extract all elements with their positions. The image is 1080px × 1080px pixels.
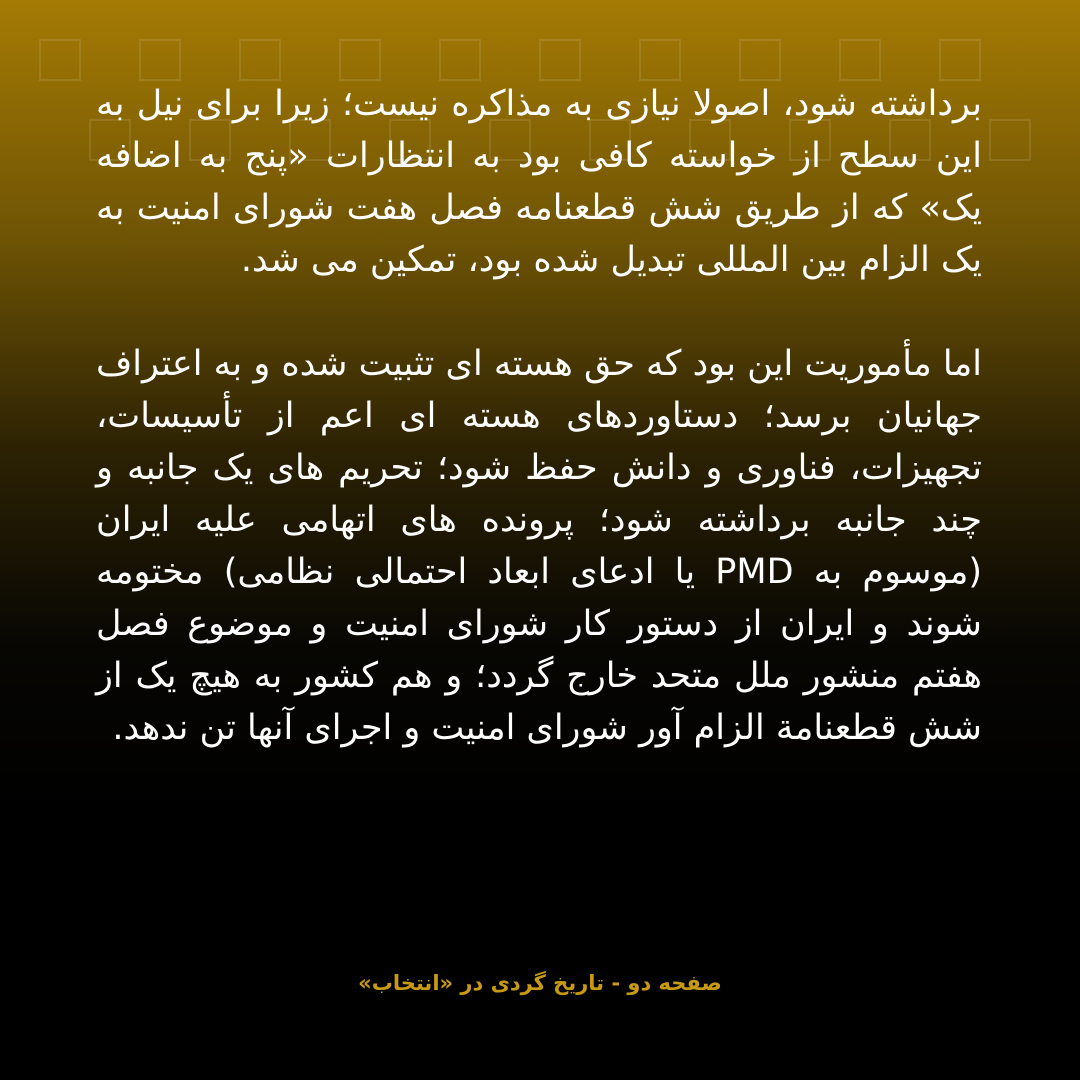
article-body — [96, 78, 982, 754]
page-caption: صفحه دو - تاریخ گردی در «انتخاب» — [358, 971, 722, 995]
article-paragraph-1: برداشته شود، اصولا نیازی به مذاکره نیست؛ زیرا برای نیل به این سطح از خواسته کافی بود به انتظارات «پنج به اضافه یک» که از طریق شش قطعنامه فصل هفت شورای امنیت به یک الزام بین المللی تبدیل شده بود، تمکین می شد. — [96, 84, 982, 280]
article-paragraph-2: اما مأموریت این بود که حق هسته ای تثبیت شده و به اعتراف جهانیان برسد؛ دستاوردهای هسته ای اعم از تأسیسات، تجهیزات، فناوری و دانش حفظ شود؛ تحریم های یک جانبه و چند جانبه برداشته شود؛ پرونده های اتهامی علیه ایران (موسوم به PMD یا ادعای ابعاد احتمالی نظامی) مختومه شوند و ایران از دستور کار شورای امنیت و موضوع فصل هفتم منشور ملل متحد خارج گردد؛ و هم کشور به هیچ یک از شش قطعنامة الزام آور شورای امنیت و اجرای آنها تن ندهد. — [96, 344, 982, 748]
